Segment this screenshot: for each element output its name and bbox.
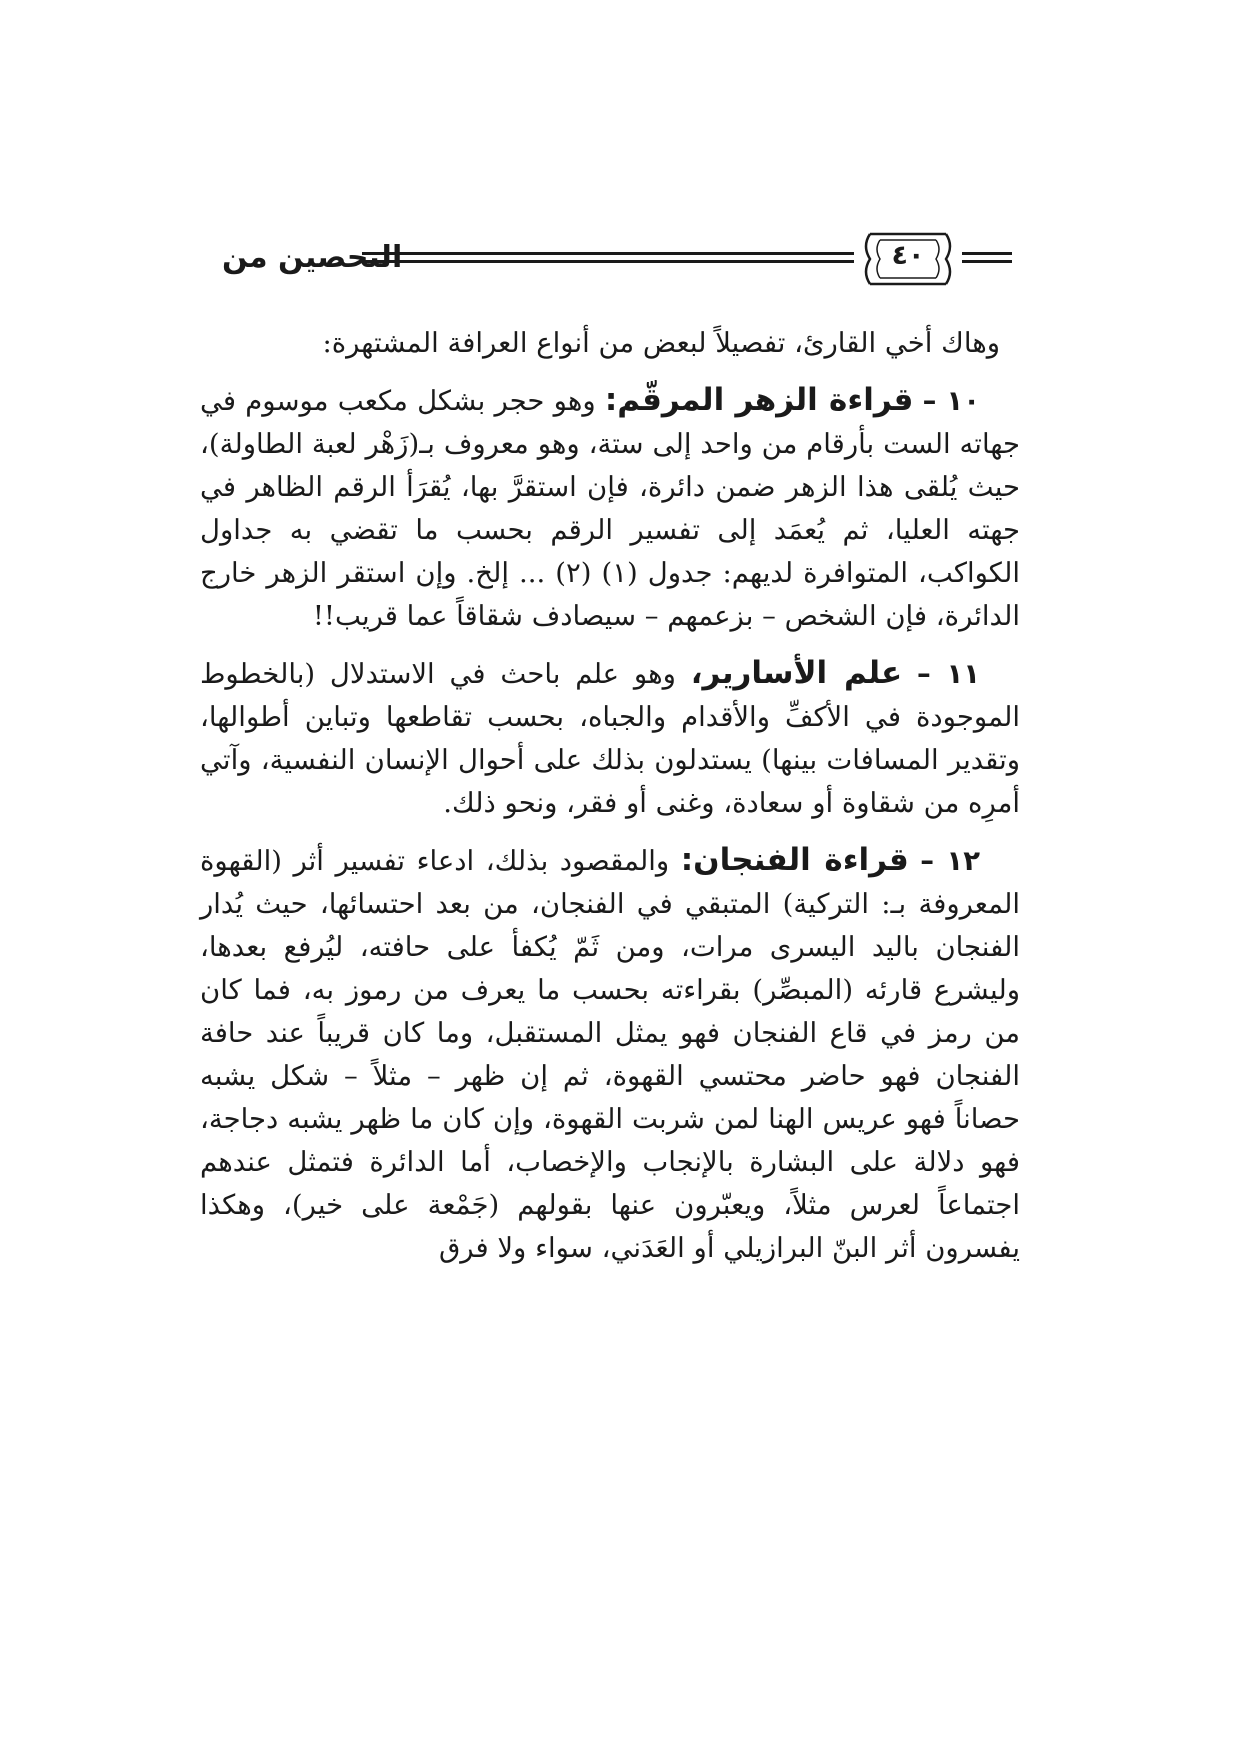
section-paragraph bbox=[200, 379, 1020, 638]
section-number: ١٢ – bbox=[920, 845, 980, 877]
section-heading: قراءة الفنجان: bbox=[680, 842, 909, 878]
section-paragraph bbox=[200, 839, 1020, 1270]
section-heading: علم الأسارير، bbox=[690, 655, 903, 691]
section-text: والمقصود بذلك، ادعاء تفسير أثر (القهوة المعروفة بـ: التركية) المتبقي في الفنجان، من بعد احتسائها، حيث يُدار الفنجان باليد اليسرى مرات، ومن ثَمّ يُكفأ على حافته، ليُرفع بعدها، وليشرع قارئه (المبصِّر) بقراءته بحسب ما يعرف من رموز به، فما كان من رمز في قاع الفنجان فهو يمثل المستقبل، وما كان قريباً عند حافة الفنجان فهو حاضر محتسي القهوة، ثم إن ظهر – مثلاً – شكل يشبه حصاناً فهو عريس الهنا لمن شربت القهوة، وإن كان ما ظهر يشبه دجاجة، فهو دلالة على البشارة بالإنجاب والإخصاب، أما الدائرة فتمثل عندهم اجتماعاً لعرس مثلاً، ويعبّرون عنها بقولهم (جَمْعة على خير)، وهكذا يفسرون أثر البنّ البرازيلي أو العَدَني، سواء ولا فرق bbox=[200, 845, 1020, 1264]
page-number: ٤٠ bbox=[891, 240, 925, 271]
page-body bbox=[200, 322, 1020, 1270]
running-title: التحصين من bbox=[222, 240, 403, 275]
intro-paragraph: وهاك أخي القارئ، تفصيلاً لبعض من أنواع العرافة المشتهرة: bbox=[322, 327, 1000, 359]
section-paragraph bbox=[200, 652, 1020, 825]
section-text: وهو حجر بشكل مكعب موسوم في جهاته الست بأرقام من واحد إلى ستة، وهو معروف بـ(زَهْر لعبة الطاولة)، حيث يُلقى هذا الزهر ضمن دائرة، فإن استقرَّ بها، يُقرَأ الرقم الظاهر في جهته العليا، ثم يُعمَد إلى تفسير الرقم بحسب ما تقضي به جداول الكواكب، المتوافرة لديهم: جدول (١) (٢) ... إلخ. وإن استقر الزهر خارج الدائرة، فإن الشخص – بزعمهم – سيصادف شقاقاً عما قريب!! bbox=[200, 385, 1020, 632]
page-header bbox=[210, 232, 1025, 292]
header-rule-right bbox=[962, 252, 1012, 263]
header-rule-left bbox=[362, 252, 854, 263]
section-text: وهو علم باحث في الاستدلال (بالخطوط الموجودة في الأكفِّ والأقدام والجباه، بحسب تقاطعها وتباين أطوالها، وتقدير المسافات بينها) يستدلون بذلك على أحوال الإنسان النفسية، وآتي أمرِه من شقاوة أو سعادة، وغنى أو فقر، ونحو ذلك. bbox=[200, 658, 1020, 819]
section-number: ١٠ – bbox=[922, 385, 980, 417]
section-heading: قراءة الزهر المرقّم: bbox=[604, 382, 914, 418]
section-number: ١١ – bbox=[917, 658, 981, 690]
